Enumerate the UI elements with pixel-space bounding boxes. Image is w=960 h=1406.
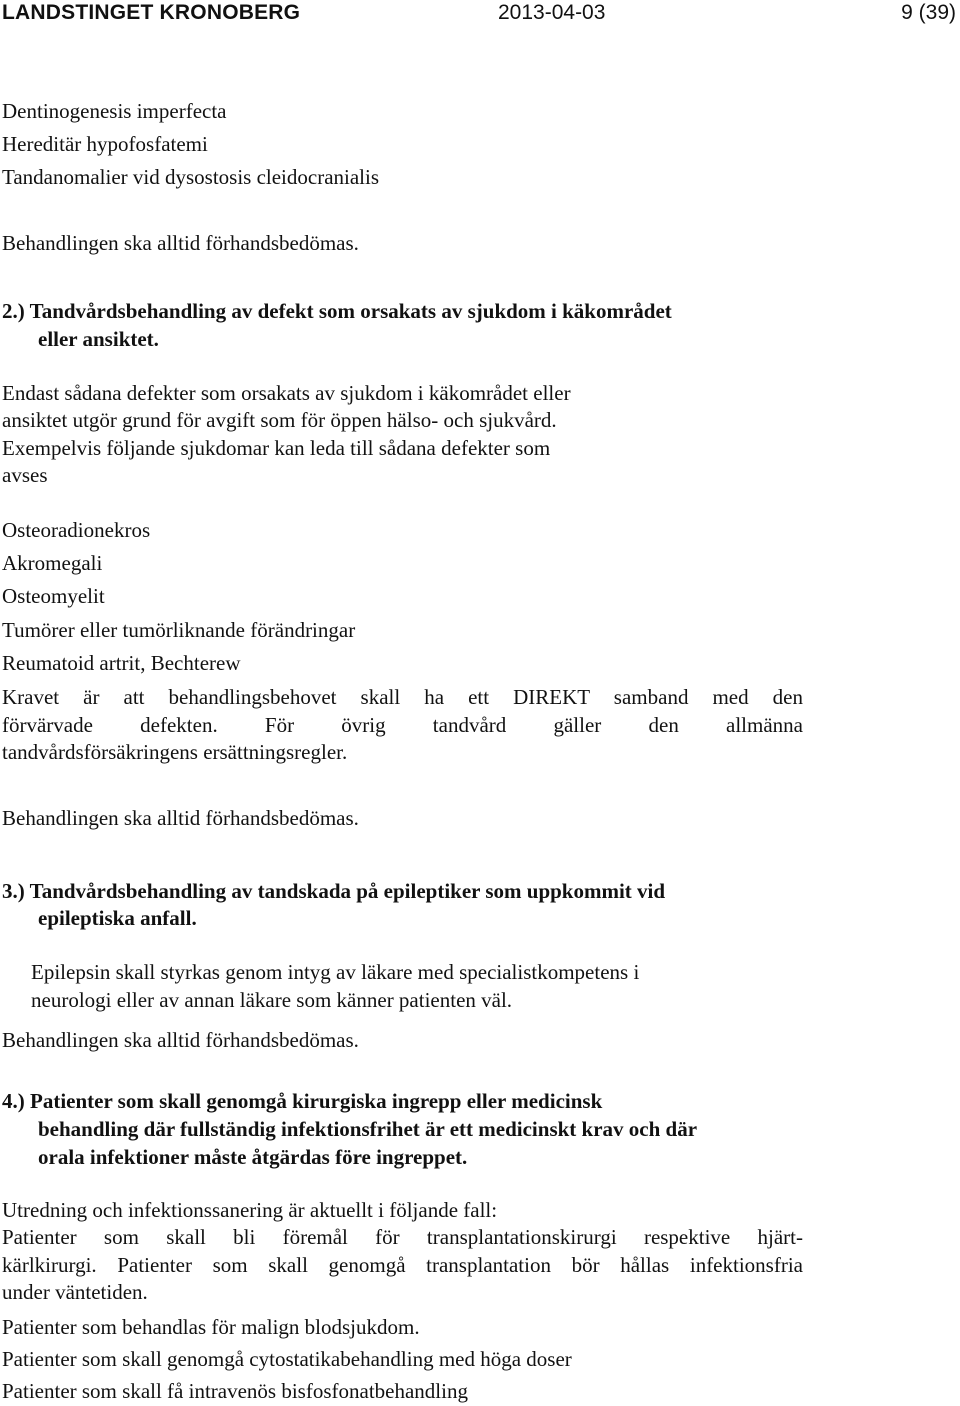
section-heading-4: 4.) Patienter som skall genomgå kirurgiska ingrepp eller medicinsk	[2, 1089, 603, 1113]
section-heading-3: 3.) Tandvårdsbehandling av tandskada på epileptiker som uppkommit vid	[2, 879, 666, 903]
paragraph-line: Epilepsin skall styrkas genom intyg av läkare med specialistkompetens i	[31, 960, 640, 984]
list-item: Tandanomalier vid dysostosis cleidocranialis	[2, 165, 380, 189]
requirement-line: Kravet är att behandlingsbehovet skall ha ett DIREKT samband med den	[2, 685, 803, 709]
requirement-line: tandvårdsförsäkringens ersättningsregler.	[2, 740, 348, 764]
page-header	[0, 0, 960, 28]
document-date: 2013-04-03	[498, 1, 606, 24]
paragraph-line: ansiktet utgör grund för avgift som för öppen hälso- och sjukvård.	[2, 408, 557, 432]
paragraph-line: neurologi eller av annan läkare som känner patienten väl.	[31, 988, 513, 1012]
list-item: Hereditär hypofosfatemi	[2, 132, 208, 156]
paragraph-line: Utredning och infektionssanering är aktuellt i följande fall:	[2, 1198, 498, 1222]
section-heading-2-cont: eller ansiktet.	[38, 327, 159, 351]
list-item: Patienter som skall få intravenös bisfosfonatbehandling	[2, 1379, 468, 1403]
paragraph-line: kärlkirurgi. Patienter som skall genomgå transplantation bör hållas infektionsfria	[2, 1253, 803, 1277]
list-item: Patienter som skall genomgå cytostatikabehandling med höga doser	[2, 1347, 572, 1371]
paragraph-line: Exempelvis följande sjukdomar kan leda till sådana defekter som	[2, 436, 551, 460]
list-item: Dentinogenesis imperfecta	[2, 99, 227, 123]
paragraph-line: avses	[2, 463, 48, 487]
organization-name: LANDSTINGET KRONOBERG	[2, 1, 301, 24]
section-heading-4-cont: behandling där fullständig infektionsfrihet är ett medicinskt krav och där	[38, 1117, 698, 1141]
assessment-note: Behandlingen ska alltid förhandsbedömas.	[2, 806, 359, 830]
list-item: Reumatoid artrit, Bechterew	[2, 651, 241, 675]
list-item: Patienter som behandlas för malign blodsjukdom.	[2, 1315, 420, 1339]
assessment-note: Behandlingen ska alltid förhandsbedömas.	[2, 231, 359, 255]
list-item: Tumörer eller tumörliknande förändringar	[2, 618, 356, 642]
section-heading-2: 2.) Tandvårdsbehandling av defekt som orsakats av sjukdom i käkområdet	[2, 299, 672, 323]
list-item: Osteoradionekros	[2, 518, 151, 542]
section-heading-3-cont: epileptiska anfall.	[38, 906, 197, 930]
paragraph-line: Endast sådana defekter som orsakats av sjukdom i käkområdet eller	[2, 381, 571, 405]
paragraph-line: under väntetiden.	[2, 1280, 148, 1304]
section-heading-4-cont: orala infektioner måste åtgärdas före ingreppet.	[38, 1145, 468, 1169]
list-item: Osteomyelit	[2, 584, 105, 608]
list-item: Akromegali	[2, 551, 103, 575]
page-number: 9 (39)	[901, 1, 956, 24]
requirement-line: förvärvade defekten. För övrig tandvård gäller den allmänna	[2, 713, 803, 737]
assessment-note: Behandlingen ska alltid förhandsbedömas.	[2, 1028, 359, 1052]
paragraph-line: Patienter som skall bli föremål för transplantationskirurgi respektive hjärt-	[2, 1225, 803, 1249]
